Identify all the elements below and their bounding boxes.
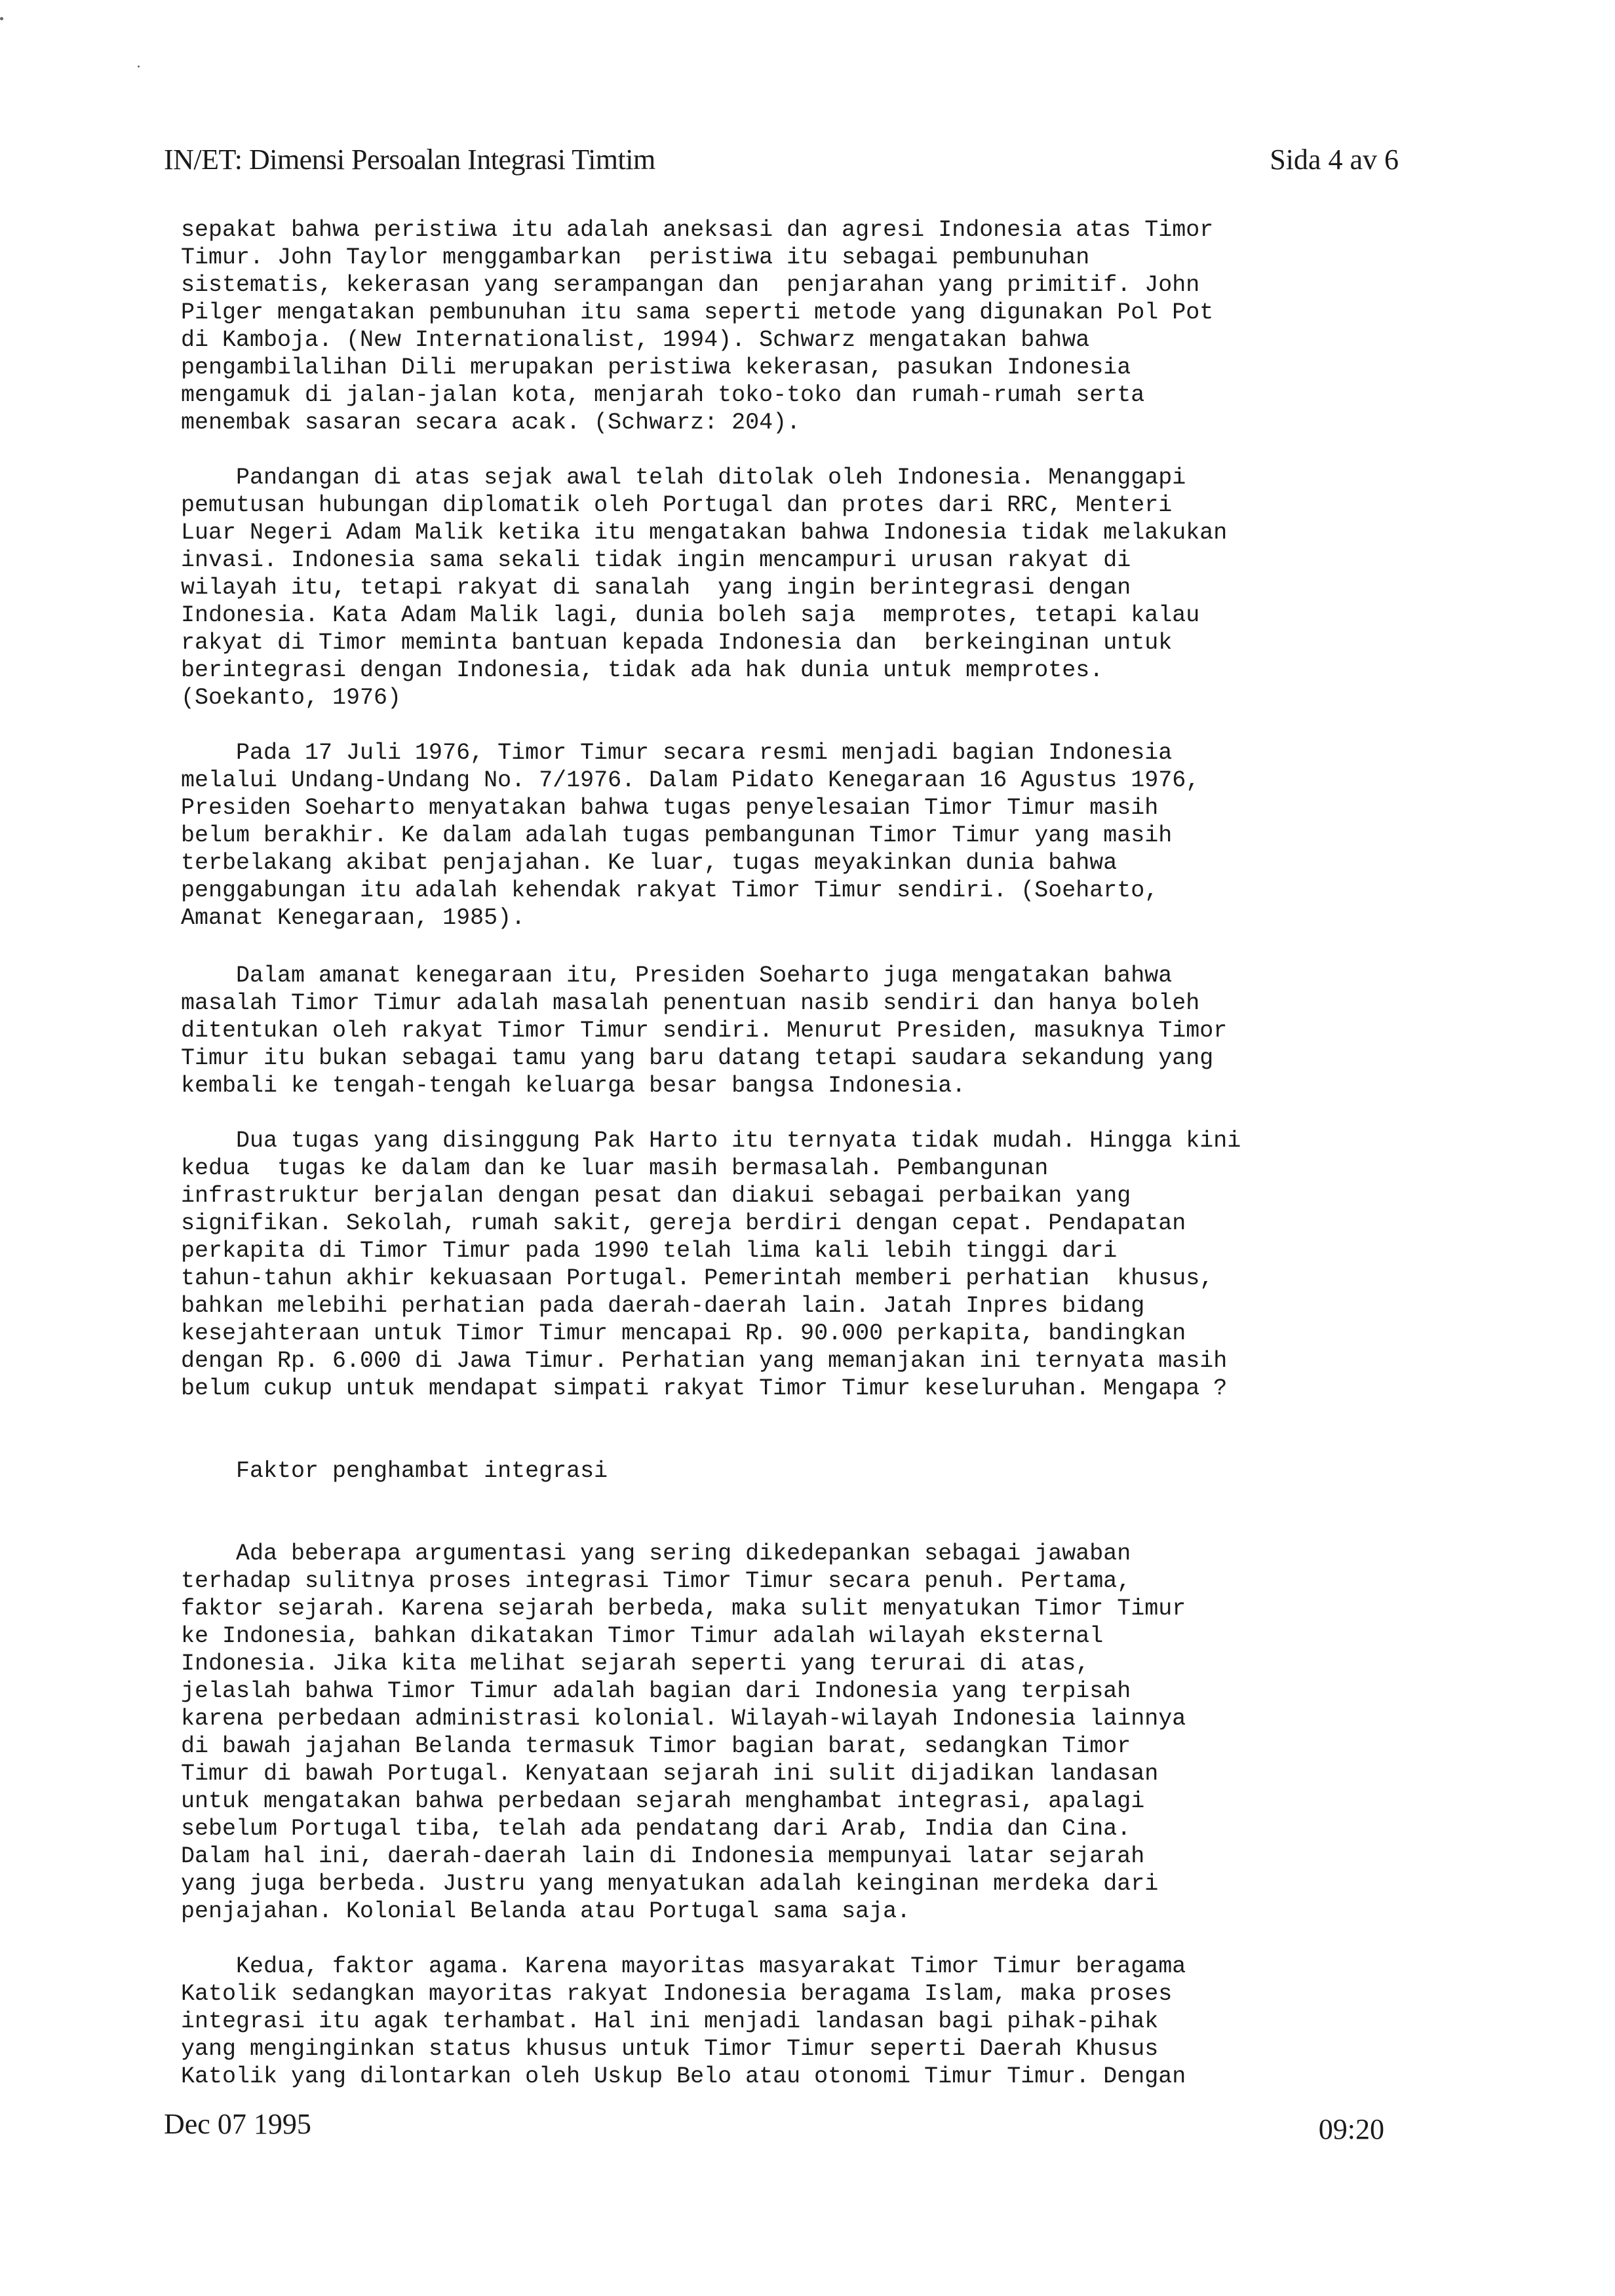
- paragraph-4: Dalam amanat kenegaraan itu, Presiden Soeharto juga mengatakan bahwa masalah Timor Timur adalah masalah penentuan nasib sendiri dan hanya boleh ditentukan oleh rakyat Timor Timur sendiri. Menurut Presiden, masuknya Timor Timur itu bukan sebagai tamu yang baru datang tetapi saudara sekandung yang kembali ke tengah-tengah keluarga besar bangsa Indonesia.: [181, 963, 1228, 1099]
- paragraph-3: Pada 17 Juli 1976, Timor Timur secara resmi menjadi bagian Indonesia melalui Undang-Undang No. 7/1976. Dalam Pidato Kenegaraan 16 Agustus 1976, Presiden Soeharto menyatakan bahwa tugas penyelesaian Timor Timur masih belum berakhir. Ke dalam adalah tugas pembangunan Timor Timur yang masih terbelakang akibat penjajahan. Ke luar, tugas meyakinkan dunia bahwa penggabungan itu adalah kehendak rakyat Timor Timur sendiri. (Soeharto, Amanat Kenegaraan, 1985).: [181, 740, 1200, 931]
- paragraph-6: Ada beberapa argumentasi yang sering dikedepankan sebagai jawaban terhadap sulitnya proses integrasi Timor Timur secara penuh. Pertama, faktor sejarah. Karena sejarah berbeda, maka sulit menyatukan Timor Timur ke Indonesia, bahkan dikatakan Timor Timur adalah wilayah eksternal Indonesia. Jika kita melihat sejarah seperti yang terurai di atas, jelaslah bahwa Timor Timur adalah bagian dari Indonesia yang terpisah karena perbedaan administrasi kolonial. Wilayah-wilayah Indonesia lainnya di bawah jajahan Belanda termasuk Timor bagian barat, sedangkan Timor Timur di bawah Portugal. Kenyataan sejarah ini sulit dijadikan landasan untuk mengatakan bahwa perbedaan sejarah menghambat integrasi, apalagi sebelum Portugal tiba, telah ada pendatang dari Arab, India dan Cina. Dalam hal ini, daerah-daerah lain di Indonesia mempunyai latar sejarah yang juga berbeda. Justru yang menyatukan adalah keinginan merdeka dari penjajahan. Kolonial Belanda atau Portugal sama saja.: [181, 1540, 1186, 1924]
- section-heading: Faktor penghambat integrasi: [181, 1458, 608, 1484]
- scan-speck: [0, 17, 3, 20]
- paragraph-7: Kedua, faktor agama. Karena mayoritas masyarakat Timor Timur beragama Katolik sedangkan mayoritas rakyat Indonesia beragama Islam, maka proses integrasi itu agak terhambat. Hal ini menjadi landasan bagi pihak-pihak yang menginginkan status khusus untuk Timor Timur seperti Daerah Khusus Katolik yang dilontarkan oleh Uskup Belo atau otonomi Timur Timur. Dengan: [181, 1953, 1186, 2090]
- paragraph-2: Pandangan di atas sejak awal telah ditolak oleh Indonesia. Menanggapi pemutusan hubungan diplomatik oleh Portugal dan protes dari RRC, Menteri Luar Negeri Adam Malik ketika itu mengatakan bahwa Indonesia tidak melakukan invasi. Indonesia sama sekali tidak ingin mencampuri urusan rakyat di wilayah itu, tetapi rakyat di sanalah yang ingin berintegrasi dengan Indonesia. Kata Adam Malik lagi, dunia boleh saja memprotes, tetapi kalau rakyat di Timor meminta bantuan kepada Indonesia dan berkeinginan untuk berintegrasi dengan Indonesia, tidak ada hak dunia untuk memprotes. (Soekanto, 1976): [181, 465, 1228, 711]
- footer-time: 09:20: [1318, 2113, 1384, 2145]
- header-page-number: Sida 4 av 6: [1270, 144, 1399, 176]
- scan-speck: [138, 66, 140, 67]
- header-title: IN/ET: Dimensi Persoalan Integrasi Timtim: [164, 144, 655, 176]
- footer-date: Dec 07 1995: [164, 2108, 311, 2140]
- paragraph-1: sepakat bahwa peristiwa itu adalah aneksasi dan agresi Indonesia atas Timor Timur. John Taylor menggambarkan peristiwa itu sebagai pembunuhan sistematis, kekerasan yang serampangan dan penjarahan yang primitif. John Pilger mengatakan pembunuhan itu sama seperti metode yang digunakan Pol Pot di Kamboja. (New Internationalist, 1994). Schwarz mengatakan bahwa pengambilalihan Dili merupakan peristiwa kekerasan, pasukan Indonesia mengamuk di jalan-jalan kota, menjarah toko-toko dan rumah-rumah serta menembak sasaran secara acak. (Schwarz: 204).: [181, 217, 1214, 436]
- paragraph-5: Dua tugas yang disinggung Pak Harto itu ternyata tidak mudah. Hingga kini kedua tugas ke dalam dan ke luar masih bermasalah. Pembangunan infrastruktur berjalan dengan pesat dan diakui sebagai perbaikan yang signifikan. Sekolah, rumah sakit, gereja berdiri dengan cepat. Pendapatan perkapita di Timor Timur pada 1990 telah lima kali lebih tinggi dari tahun-tahun akhir kekuasaan Portugal. Pemerintah memberi perhatian khusus, bahkan melebihi perhatian pada daerah-daerah lain. Jatah Inpres bidang kesejahteraan untuk Timor Timur mencapai Rp. 90.000 perkapita, bandingkan dengan Rp. 6.000 di Jawa Timur. Perhatian yang memanjakan ini ternyata masih belum cukup untuk mendapat simpati rakyat Timor Timur keseluruhan. Mengapa ?: [181, 1128, 1241, 1402]
